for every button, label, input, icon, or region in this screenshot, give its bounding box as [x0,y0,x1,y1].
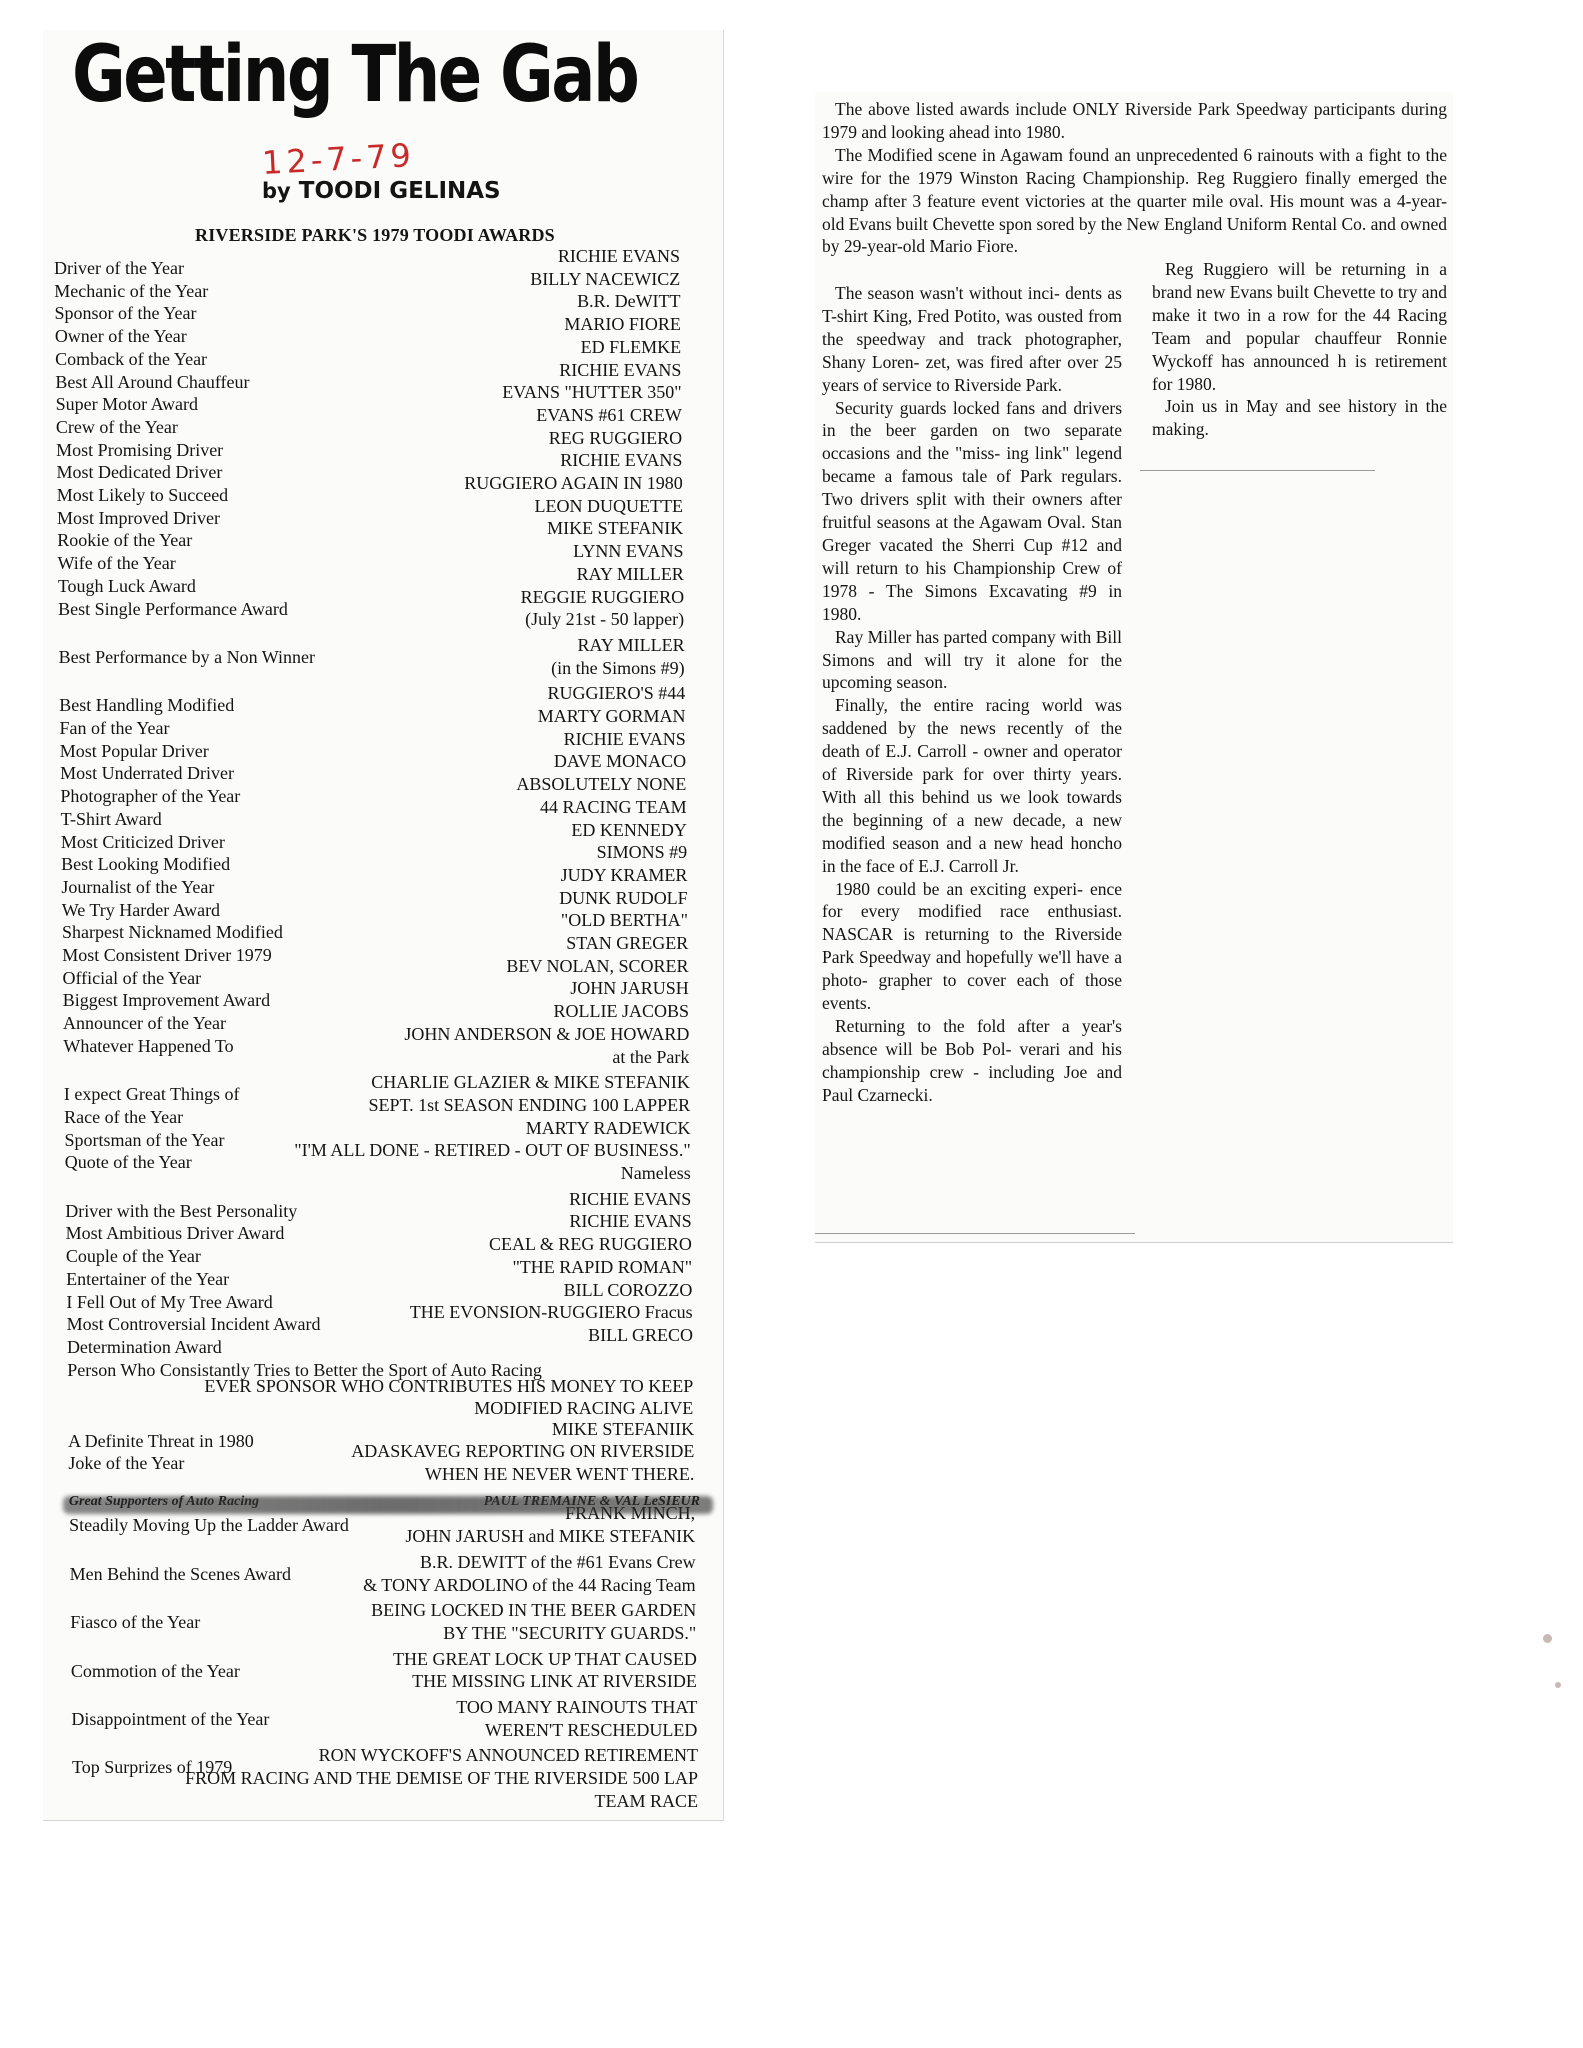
article-paragraph: Reg Ruggiero will be returning in a brand new Evans built Chevette to try and make it two in a row for the 44 Racing Team and popular chauffeur Ronnie Wyckoff has announced h is retirement for 1980. [1152,259,1447,394]
ink-smudge [63,1496,713,1514]
award-category: Disappointment of the Year [71,1709,270,1730]
award-category: Crew of the Year [55,416,178,437]
award-winner: RICHIE EVANS [557,246,680,266]
award-winner: EVANS "HUTTER 350" [502,382,682,403]
award-winner: REG RUGGIERO [548,427,683,448]
article-paragraph: 1980 could be an exciting experi- ence for every modified race enthusiast. NASCAR is returning to the Riverside Park Speedway and hopefully we'll have a photo- grapher to cover each of those events. [822,878,1122,1014]
award-category: Best Performance by a Non Winner [58,646,316,667]
award-winner-continued: WHEN HE NEVER WENT THERE. [424,1464,695,1485]
award-category: Mechanic of the Year [54,280,209,301]
award-winner: RUGGIERO'S #44 [547,683,686,704]
byline-prefix: by [262,179,291,203]
column-end-rule [815,1233,1135,1234]
award-category: Tough Luck Award [57,575,196,596]
award-winner: RICHIE EVANS [569,1211,692,1232]
award-category: Race of the Year [64,1106,184,1127]
award-winner: ADASKAVEG REPORTING ON RIVERSIDE [351,1441,695,1462]
award-category: Most Criticized Driver [60,831,225,852]
award-category: Journalist of the Year [61,876,215,897]
award-category: We Try Harder Award [61,899,221,920]
award-winner: BEV NOLAN, SCORER [506,955,689,976]
article-column-right [1152,258,1447,441]
award-category: Announcer of the Year [63,1013,227,1034]
award-category: Official of the Year [62,967,202,988]
award-winner: BILL COROZZO [563,1279,693,1300]
award-winner-continued: at the Park [612,1046,690,1067]
award-category: Owner of the Year [54,326,187,347]
byline [262,178,501,204]
article-paragraph: Join us in May and see history in the making. [1152,396,1447,440]
award-category: Best Single Performance Award [58,598,288,619]
article-paragraph: Ray Miller has parted company with Bill Simons and will try it alone for the upcoming season. [822,626,1122,693]
award-winner: "I'M ALL DONE - RETIRED - OUT OF BUSINESS." [294,1140,691,1161]
award-winner: SIMONS #9 [596,842,688,863]
award-category: I Fell Out of My Tree Award [66,1291,273,1312]
paper-speck [1543,1634,1552,1643]
award-winner: B.R. DEWITT of the #61 Evans Crew [420,1551,696,1572]
award-winner: EVANS #61 CREW [536,404,682,425]
award-winner: ED FLEMKE [580,336,682,357]
award-winner: RICHIE EVANS [563,728,686,749]
award-category: Rookie of the Year [57,530,193,551]
award-winner-continued: WEREN'T RESCHEDULED [485,1719,698,1740]
award-category: Driver with the Best Personality [65,1200,298,1221]
award-category: T-Shirt Award [60,808,162,829]
award-category: Wife of the Year [57,553,176,574]
award-winner: CEAL & REG RUGGIERO [489,1234,692,1255]
award-winner: THE GREAT LOCK UP THAT CAUSED [392,1648,697,1669]
award-winner-continued: TEAM RACE [594,1790,698,1811]
award-winner: "OLD BERTHA" [560,910,688,931]
award-winner: JOHN ANDERSON & JOE HOWARD [404,1023,690,1044]
award-winner: BILLY NACEWICZ [530,268,681,289]
award-category: Most Controversial Incident Award [66,1314,321,1335]
award-winner-continued: (in the Simons #9) [551,657,685,678]
award-winner: ROLLIE JACOBS [553,1001,690,1022]
masthead-title: Getting The Gab [72,30,638,120]
award-winner-continued: THE MISSING LINK AT RIVERSIDE [412,1671,697,1692]
article-paragraph: The season wasn't without inci- dents as T-shirt King, Fred Potito, was ousted from the speedway and track photographer, Shany Loren- zet, was fired after over 25 years of service to Riverside Park. [822,283,1122,395]
award-category: Best Handling Modified [59,695,235,716]
award-winner-continued: (July 21st - 50 lapper) [525,609,685,630]
award-winner: REGGIE RUGGIERO [520,586,685,607]
award-category: Comback of the Year [55,348,208,369]
award-category: Most Consistent Driver 1979 [62,945,272,965]
column-end-rule [1140,470,1375,471]
award-category: Driver of the Year [54,258,184,278]
award-category: Photographer of the Year [60,786,241,807]
award-winner: RON WYCKOFF'S ANNOUNCED RETIREMENT [318,1745,698,1766]
award-category: Sponsor of the Year [54,303,197,324]
award-category: Most Dedicated Driver [56,462,223,483]
award-category: Most Underrated Driver [60,763,235,784]
award-winner: SEPT. 1st SEASON ENDING 100 LAPPER [368,1094,691,1115]
award-category: Person Who Consistantly Tries to Better the Sport of Auto Racing [67,1359,542,1380]
award-winner: LEON DUQUETTE [534,495,683,516]
award-winner-continued: Nameless [620,1163,691,1183]
award-category: Sportsman of the Year [64,1129,225,1150]
award-winner: CHARLIE GLAZIER & MIKE STEFANIK [371,1072,690,1093]
handwritten-date: 12-7-79 [261,136,416,182]
paper-speck [1555,1682,1561,1688]
article-paragraph: Security guards locked fans and drivers in the beer garden on two separate occasions and the "miss- ing link" legend became a famous tale of Park regulars. Two drivers split with their owners after fruitful seasons at the Agawam Oval. Stan Greger vacated the Sherri Cup #12 and will return to his Championship Crew of 1978 - The Simons Excavating #9 in 1980. [822,397,1122,624]
award-category: Most Improved Driver [56,507,220,528]
award-category: Most Promising Driver [56,439,224,460]
article-paragraph: The above listed awards include ONLY Riverside Park Speedway participants during 1979 and looking ahead into 1980. [822,99,1447,142]
award-category: Steadily Moving Up the Ladder Award [69,1515,349,1536]
article-paragraph: Finally, the entire racing world was saddened by the news recently of the death of E.J. Carroll - owner and operator of Riverside park for over thirty years. With all this behind us we look towards the beginning of a new decade, a new modified season and a new head honcho in the face of E.J. Carroll Jr. [822,695,1122,876]
award-winner: BILL GRECO [588,1324,693,1345]
award-winner: RAY MILLER [577,634,685,655]
award-winner: ABSOLUTELY NONE [516,774,687,795]
award-winner: MARIO FIORE [564,314,681,335]
award-winner: "THE RAPID ROMAN" [512,1256,693,1277]
award-category: Commotion of the Year [70,1660,240,1681]
award-winner: EVER SPONSOR WHO CONTRIBUTES HIS MONEY TO KEEP [204,1375,694,1396]
award-winner: RUGGIERO AGAIN IN 1980 [464,473,683,493]
award-winner: DUNK RUDOLF [559,887,688,908]
award-category: Most Likely to Succeed [56,485,229,505]
award-winner: TOO MANY RAINOUTS THAT [456,1697,698,1718]
award-winner-continued: FROM RACING AND THE DEMISE OF THE RIVERSIDE 500 LAP [185,1768,698,1789]
award-winner: MARTY RADEWICK [525,1117,691,1138]
award-category: Fiasco of the Year [70,1612,201,1633]
award-winner: LYNN EVANS [573,541,684,562]
award-winner: RICHIE EVANS [569,1188,692,1209]
award-winner: ED KENNEDY [571,819,687,840]
award-category: Determination Award [66,1336,222,1357]
award-category: Men Behind the Scenes Award [69,1563,291,1584]
award-winner: RICHIE EVANS [560,450,683,471]
byline-author: TOODI GELINAS [298,178,501,204]
award-winner: THE EVONSION-RUGGIERO Fracus [409,1302,693,1323]
award-winner-continued: BY THE "SECURITY GUARDS." [443,1622,697,1643]
award-winner: JUDY KRAMER [560,864,688,885]
article-intro [822,98,1447,258]
award-winner-continued: JOHN JARUSH and MIKE STEFANIK [405,1526,696,1547]
award-category: Whatever Happened To [63,1035,234,1056]
award-winner: STAN GREGER [566,933,689,953]
award-winner: RICHIE EVANS [559,359,682,380]
award-winner-continued: & TONY ARDOLINO of the 44 Racing Team [363,1574,696,1595]
award-winner: MIKE STEFANIK [547,518,684,539]
award-category: Fan of the Year [59,718,170,738]
award-winner: DAVE MONACO [553,751,687,772]
award-winner: 44 RACING TEAM [539,796,687,817]
article-paragraph: The Modified scene in Agawam found an unprecedented 6 rainouts with a fight to the wire for the 1979 Winston Racing Championship. Reg Ruggiero finally emerged the champ after 3 feature event victories at the quarter mile oval. His mount was a 4-year-old Evans built Chevette spon sored by the New England Uniform Rental Co. and owned by 29-year-old Mario Fiore. [822,144,1447,257]
award-category: Entertainer of the Year [66,1268,230,1289]
award-winner-continued: MODIFIED RACING ALIVE [474,1398,694,1419]
awards-heading: RIVERSIDE PARK'S 1979 TOODI AWARDS [195,225,555,245]
article-column-left [822,282,1122,1107]
award-category: Best All Around Chauffeur [55,371,250,392]
award-category: Quote of the Year [64,1152,192,1173]
award-category: Most Popular Driver [59,740,209,761]
award-winner: MIKE STEFANIIK [551,1418,695,1439]
award-winner: MARTY GORMAN [537,706,686,726]
article-paragraph: Returning to the fold after a year's absence will be Bob Pol- verari and his championship crew - including Joe and Paul Czarnecki. [822,1016,1122,1105]
award-category: Couple of the Year [65,1246,201,1267]
award-category: Top Surprizes of 1979 [71,1757,233,1778]
award-category: Sharpest Nicknamed Modified [61,922,283,943]
award-winner: B.R. DeWITT [577,291,681,312]
award-category: Joke of the Year [68,1453,185,1474]
award-category: I expect Great Things of [63,1084,240,1105]
award-category: Best Looking Modified [61,854,231,875]
award-category: Most Ambitious Driver Award [65,1223,285,1244]
award-category: Super Motor Award [55,394,198,415]
award-winner: JOHN JARUSH [570,978,689,999]
award-category: Biggest Improvement Award [62,990,271,1011]
award-winner: BEING LOCKED IN THE BEER GARDEN [371,1600,697,1621]
award-category: A Definite Threat in 1980 [68,1430,254,1451]
award-winner: RAY MILLER [576,563,684,584]
